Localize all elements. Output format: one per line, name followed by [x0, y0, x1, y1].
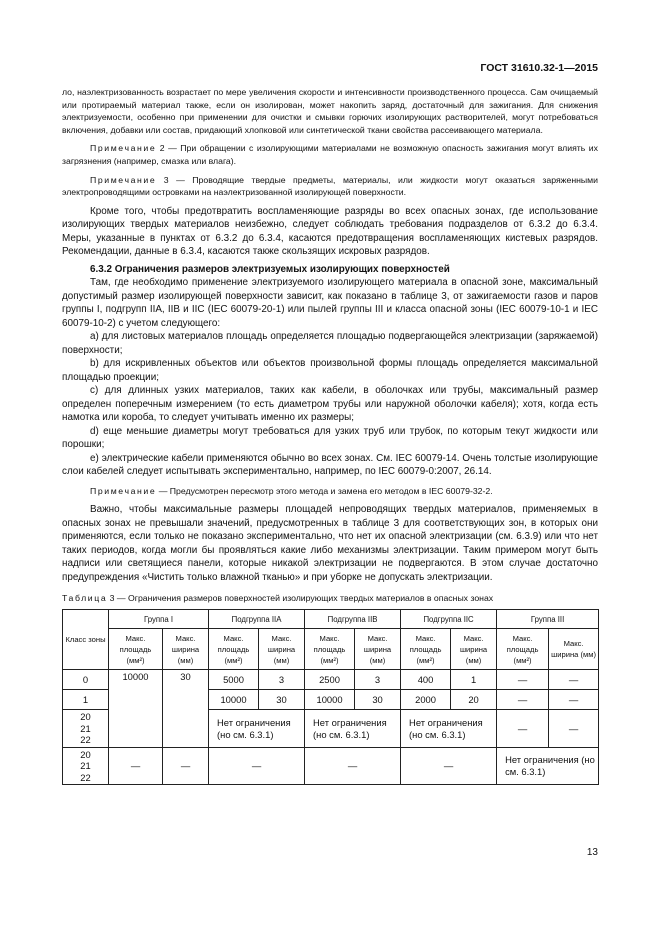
iic-no-limit-cell: Нет ограничения (но см. 6.3.1) [401, 710, 497, 748]
g3-width-cell: — [549, 670, 599, 690]
group-i-width-cell: 30 [163, 670, 209, 748]
group-i-width-cell: — [163, 747, 209, 785]
size-limits-table [62, 609, 599, 785]
area-header: Макс. площадь (мм²) [497, 629, 549, 670]
subgroup-iic-header: Подгруппа IIC [401, 610, 497, 629]
iic-width-cell: 20 [451, 690, 497, 710]
area-header: Макс. площадь (мм²) [401, 629, 451, 670]
dust-zone-label: 20 [80, 748, 91, 760]
iia-width-cell: 3 [259, 670, 305, 690]
g3-area-cell: — [497, 690, 549, 710]
document-standard-number: ГОСТ 31610.32-1—2015 [480, 62, 598, 74]
table-row-zone-0 [63, 670, 599, 690]
area-header: Макс. площадь (мм²) [305, 629, 355, 670]
list-item-e: e) электрические кабели применяются обычно во всех зонах. См. IEC 60079-14. Очень толстые изолирующие слои кабелей следует испытывать экспериментально, например, по IEC 60079-0:2007, 26.14. [62, 452, 598, 478]
note-review-text: — Предусмотрен пересмотр этого метода и замена его методом в IEC 60079-32-2. [156, 485, 493, 496]
zone-2-label: 21 [80, 722, 91, 734]
note-2-text: 2 — При обращении с изолирующими материалами не возможную опасность зажигания могут влиять их загрязнения (например, смазка или влага). [62, 143, 598, 166]
iia-area-cell: 10000 [209, 690, 259, 710]
table-row-dust-zones [63, 747, 599, 785]
zone-cell: 0 [63, 670, 109, 690]
iib-no-limit-cell: Нет ограничения (но см. 6.3.1) [305, 710, 401, 748]
g3-area-cell: — [497, 710, 549, 748]
group-i-header: Группа I [109, 610, 209, 629]
iia-area-cell: 5000 [209, 670, 259, 690]
iic-cell: — [401, 747, 497, 785]
page-content [62, 86, 598, 785]
iib-area-cell: 10000 [305, 690, 355, 710]
width-header: Макс. ширина (мм) [163, 629, 209, 670]
dust-zone-label: 22 [80, 771, 91, 783]
iib-area-cell: 2500 [305, 670, 355, 690]
iib-cell: — [305, 747, 401, 785]
note-2 [62, 142, 598, 167]
note-3-text: 3 — Проводящие твердые предметы, материалы, или жидкости могут оказаться заряженными электропроводящими островками на наэлектризованной изолирующей поверхности. [62, 174, 598, 198]
where-paragraph: Там, где необходимо применение электризуемого изолирующего материала в опасной зоне, максимальный допустимый размер изолирующей поверхности зависит, как показано в таблице 3, от зажигаемости газов и паров группы I, подгрупп IIA, IIB и IIC (IEC 60079-20-1) или пылей группы III и класса опасной зоны (IEC 60079-10-1 и IEC 60079-10-2) с учетом следующего: [62, 277, 598, 329]
zone-2-label: 20 [80, 711, 91, 723]
table-subheader-row [63, 629, 599, 670]
iib-width-cell: 3 [355, 670, 401, 690]
prevent-paragraph: Кроме того, чтобы предотвратить воспламеняющие разряды во всех опасных зонах, где использование изолирующих твердых материалов неизбежно, следует соблюдать требования подразделов от 6.3.2 до 6.3.4. Меры, указанные в пунктах от 6.3.2 до 6.3.4, касаются предотвращения воспламеняющих кистевых разрядов. Рекомендации, данные в 6.3.4, касаются также скользящих искровых разрядов. [62, 205, 598, 258]
note-3 [62, 174, 598, 199]
note-3-label: Примечание [90, 174, 157, 185]
group-i-area-cell: 10000 [109, 670, 163, 748]
g3-width-cell: — [549, 690, 599, 710]
zone-cell-multi [63, 747, 109, 785]
iic-area-cell: 400 [401, 670, 451, 690]
note-review-label: Примечание [90, 485, 157, 496]
g3-no-limit-cell: Нет ограничения (но см. 6.3.1) [497, 747, 599, 785]
list-item-b: b) для искривленных объектов или объектов произвольной формы площадь определяется максимальной площадью проекции; [62, 358, 598, 383]
g3-width-cell: — [549, 710, 599, 748]
zone-cell-multi [63, 710, 109, 748]
iic-width-cell: 1 [451, 670, 497, 690]
note-review [62, 485, 598, 498]
area-header: Макс. площадь (мм²) [109, 629, 163, 670]
iic-area-cell: 2000 [401, 690, 451, 710]
table-header-row [63, 610, 599, 629]
list-item-c: c) для длинных узких материалов, таких как кабели, в оболочках или трубы, максимальный размер определен поперечным измерением (то есть диаметром трубы или наружной оболочки кабеля); хотя, когда есть намотка или короба, то следует учитывать именно их размеры; [62, 385, 598, 424]
page-number: 13 [586, 847, 598, 858]
group-i-area-cell: — [109, 747, 163, 785]
group-iii-header: Группа III [497, 610, 599, 629]
width-header: Макс. ширина (мм) [451, 629, 497, 670]
list-item-d: d) еще меньшие диаметры могут требоваться для узких труб или трубок, по которым текут жидкости или порошки; [62, 425, 598, 451]
width-header: Макс. ширина (мм) [549, 629, 599, 670]
zone-class-header: Класс зоны [63, 610, 109, 670]
table-caption-label: Таблица [62, 593, 108, 604]
subsection-title: 6.3.2 Ограничения размеров электризуемых изолирующих поверхностей [90, 263, 450, 275]
dust-zone-label: 21 [80, 760, 91, 772]
iia-cell: — [209, 747, 305, 785]
iia-no-limit-cell: Нет ограничения (но см. 6.3.1) [209, 710, 305, 748]
table-caption-text: 3 — Ограничения размеров поверхностей изолирующих твердых материалов в опасных зонах [107, 593, 494, 604]
subgroup-iib-header: Подгруппа IIB [305, 610, 401, 629]
area-header: Макс. площадь (мм²) [209, 629, 259, 670]
intro-paragraph: ло, наэлектризованность возрастает по мере увеличения скорости и интенсивности производственного процесса. Сам очищаемый или протираемый материал также, если он изолирован, может накопить заряд, достаточный для зажигания. Для снижения электризуемости, особенно при применении для очистки и смывки горючих изолирующих растворителей, могут потребоваться включения, добавки или состав, придающий хлопковой или синтетической ткани свойства рассеивающего материала. [62, 87, 598, 135]
iib-width-cell: 30 [355, 690, 401, 710]
width-header: Макс. ширина (мм) [259, 629, 305, 670]
subgroup-iia-header: Подгруппа IIA [209, 610, 305, 629]
zone-cell: 1 [63, 690, 109, 710]
list-item-a: a) для листовых материалов площадь определяется площадью подвергающейся электризации (заряжаемой) поверхности; [62, 331, 598, 356]
zone-2-label: 22 [80, 734, 91, 746]
note-2-label: Примечание [90, 143, 157, 154]
table-caption [62, 593, 598, 603]
g3-area-cell: — [497, 670, 549, 690]
important-paragraph: Важно, чтобы максимальные размеры площадей непроводящих твердых материалов, применяемых в опасных зонах не превышали значений, предусмотренных в таблице 3 для соответствующих зон, в которых они применяются, если только не показано экспериментально, что нет их опасной электризации (см. 6.3.9) или что нет таких периодов, когда могли бы проявляться какие либо механизмы электризации. Таким примером могут быть надписи или светящиеся панели, которые никакой электризации не подвергаются. В этом случае достаточно предупреждения «Чистить только влажной тканью» и при уборке не допускать электризации. [62, 504, 598, 583]
iia-width-cell: 30 [259, 690, 305, 710]
width-header: Макс. ширина (мм) [355, 629, 401, 670]
